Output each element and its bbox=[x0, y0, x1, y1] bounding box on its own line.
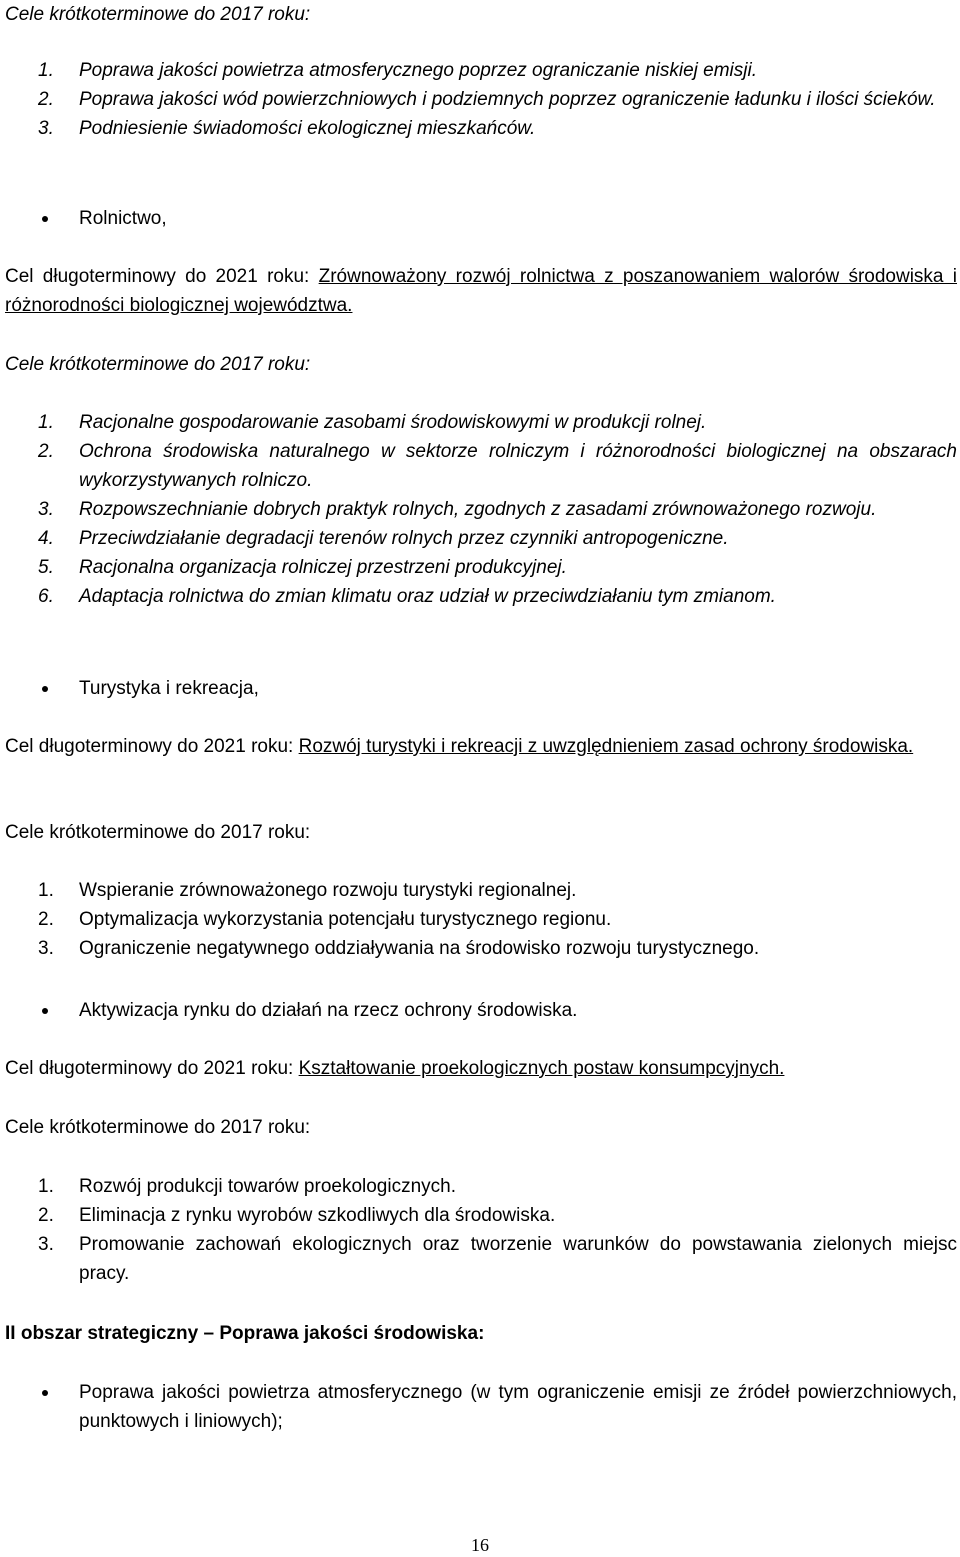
short-term-goals-list bbox=[5, 1172, 957, 1288]
list-item: 6. Adaptacja rolnictwa do zmian klimatu oraz udział w przeciwdziałaniu tym zmianom. bbox=[38, 586, 776, 607]
bullet-air-quality: Poprawa jakości powietrza atmosferycznego (w tym ograniczenie emisji ze źródeł powierzchniowych, punktowych i liniowych); bbox=[5, 1378, 957, 1436]
list-item: 2. Ochrona środowiska naturalnego w sektorze rolniczym i różnorodności biologicznej na obszarach wykorzystywanych rolniczo. bbox=[38, 441, 957, 491]
list-item: 3. Rozpowszechnianie dobrych praktyk rolnych, zgodnych z zasadami zrównoważonego rozwoju. bbox=[38, 499, 877, 520]
long-term-goal: Cel długoterminowy do 2021 roku: Kształtowanie proekologicznych postaw konsumpcyjnych. bbox=[5, 1058, 785, 1079]
list-item: 3. Promowanie zachowań ekologicznych oraz tworzenie warunków do powstawania zielonych miejsc pracy. bbox=[38, 1234, 957, 1284]
short-term-goals-list bbox=[5, 408, 957, 611]
bullet-aktywizacja: Aktywizacja rynku do działań na rzecz ochrony środowiska. bbox=[5, 996, 957, 1025]
list-item: 3. Ograniczenie negatywnego oddziaływania na środowisko rozwoju turystycznego. bbox=[38, 938, 760, 959]
list-item: 3. Podniesienie świadomości ekologicznej mieszkańców. bbox=[38, 118, 536, 139]
list-item: 5. Racjonalna organizacja rolniczej przestrzeni produkcyjnej. bbox=[38, 557, 567, 578]
list-item: 1. Racjonalne gospodarowanie zasobami środowiskowymi w produkcji rolnej. bbox=[38, 412, 707, 433]
page-number: 16 bbox=[471, 1535, 489, 1555]
strategic-area-heading: II obszar strategiczny – Poprawa jakości środowiska: bbox=[5, 1323, 485, 1344]
list-item: 1. Poprawa jakości powietrza atmosferycznego poprzez ograniczanie niskiej emisji. bbox=[38, 60, 757, 81]
short-term-goals-list bbox=[5, 876, 957, 963]
bullet-turystyka: Turystyka i rekreacja, bbox=[5, 674, 957, 703]
bullet-dot-icon bbox=[42, 1008, 48, 1014]
long-term-goal: Cel długoterminowy do 2021 roku: Zrównoważony rozwój rolnictwa z poszanowaniem walorów środowiska i różnorodności biologicznej województwa. bbox=[5, 266, 957, 316]
short-term-goals-heading: Cele krótkoterminowe do 2017 roku: bbox=[5, 4, 311, 25]
long-term-goal: Cel długoterminowy do 2021 roku: Rozwój turystyki i rekreacji z uwzględnieniem zasad ochrony środowiska. bbox=[5, 736, 914, 757]
bullet-dot-icon bbox=[42, 216, 48, 222]
list-item: 2. Eliminacja z rynku wyrobów szkodliwych dla środowiska. bbox=[38, 1205, 556, 1226]
short-term-goals-list bbox=[5, 56, 957, 143]
list-item: 4. Przeciwdziałanie degradacji terenów rolnych przez czynniki antropogeniczne. bbox=[38, 528, 729, 549]
bullet-dot-icon bbox=[42, 686, 48, 692]
bullet-rolnictwo: Rolnictwo, bbox=[5, 204, 957, 233]
list-item: 1. Wspieranie zrównoważonego rozwoju turystyki regionalnej. bbox=[38, 880, 577, 901]
short-term-goals-heading: Cele krótkoterminowe do 2017 roku: bbox=[5, 822, 311, 843]
list-item: 2. Poprawa jakości wód powierzchniowych i podziemnych poprzez ograniczenie ładunku i ilości ścieków. bbox=[38, 89, 936, 110]
bullet-dot-icon bbox=[42, 1390, 48, 1396]
list-item: 2. Optymalizacja wykorzystania potencjału turystycznego regionu. bbox=[38, 909, 612, 930]
short-term-goals-heading: Cele krótkoterminowe do 2017 roku: bbox=[5, 1117, 311, 1138]
list-item: 1. Rozwój produkcji towarów proekologicznych. bbox=[38, 1176, 457, 1197]
short-term-goals-heading: Cele krótkoterminowe do 2017 roku: bbox=[5, 354, 311, 375]
